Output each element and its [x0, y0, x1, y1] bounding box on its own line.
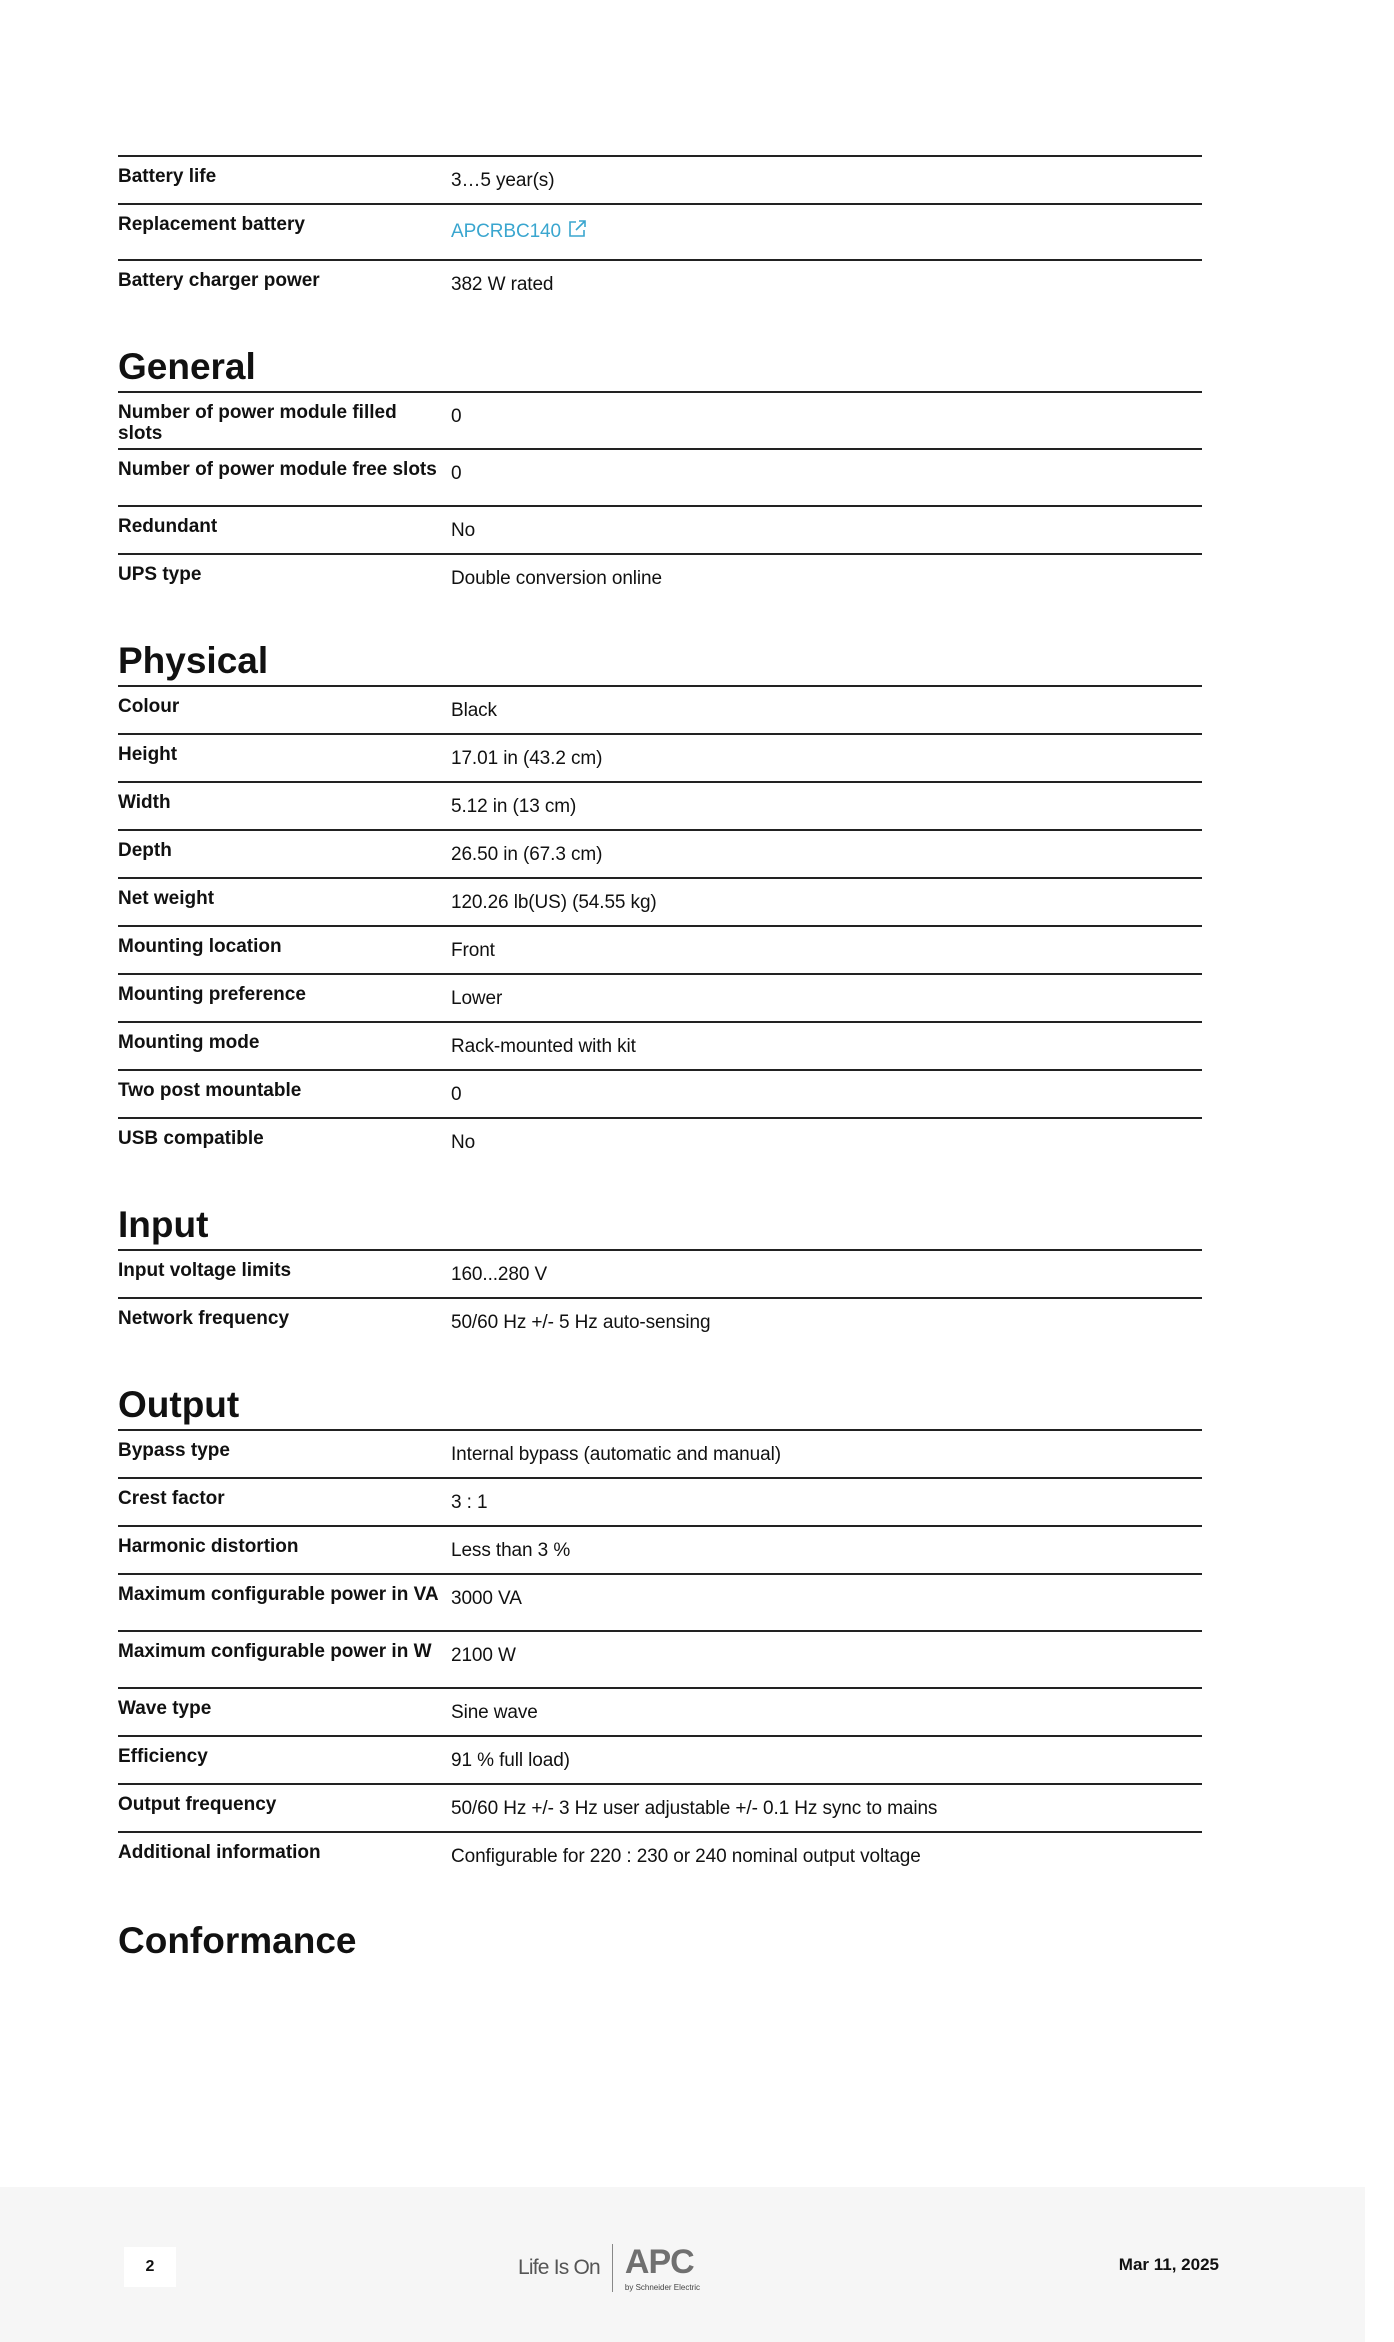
- spec-value: 26.50 in (67.3 cm): [451, 844, 603, 865]
- spec-label: Depth: [118, 840, 172, 861]
- section-title-general: General: [118, 346, 256, 387]
- spec-label: Two post mountable: [118, 1080, 302, 1101]
- spec-label: Colour: [118, 696, 180, 717]
- spec-value: Double conversion online: [451, 568, 662, 589]
- section-title-input: Input: [118, 1204, 209, 1245]
- spec-value: 2100 W: [451, 1645, 516, 1666]
- spec-label: Harmonic distortion: [118, 1536, 299, 1557]
- spec-row: [118, 1735, 1202, 1783]
- footer-brand: [518, 2238, 700, 2298]
- spec-row: [118, 1630, 1202, 1687]
- spec-label: Crest factor: [118, 1488, 225, 1509]
- spec-label: Network frequency: [118, 1308, 290, 1329]
- spec-row: [118, 1297, 1202, 1345]
- spec-value: Black: [451, 700, 497, 721]
- spec-label: Mounting preference: [118, 984, 306, 1005]
- spec-value: Configurable for 220 : 230 or 240 nominal output voltage: [451, 1846, 921, 1867]
- spec-value: Less than 3 %: [451, 1540, 571, 1561]
- spec-label: Maximum configurable power in VA: [118, 1584, 439, 1605]
- spec-value: 120.26 lb(US) (54.55 kg): [451, 892, 657, 913]
- spec-label: Redundant: [118, 516, 218, 537]
- spec-value: 3000 VA: [451, 1588, 522, 1609]
- replacement-battery-link[interactable]: APCRBC140: [451, 221, 561, 242]
- spec-value: 3 : 1: [451, 1492, 488, 1513]
- apc-wordmark: APC: [624, 2242, 694, 2281]
- spec-row: [118, 1783, 1202, 1831]
- spec-value: No: [451, 1132, 476, 1153]
- section-title-conformance: Conformance: [118, 1920, 357, 1961]
- spec-value: 0: [451, 1084, 462, 1105]
- spec-row-replacement-battery: [118, 203, 1202, 259]
- spec-label: Maximum configurable power in W: [118, 1641, 432, 1662]
- spec-row: [118, 1687, 1202, 1735]
- spec-row: [118, 1477, 1202, 1525]
- spec-label: Output frequency: [118, 1794, 277, 1815]
- spec-row: [118, 553, 1202, 601]
- spec-value: 50/60 Hz +/- 3 Hz user adjustable +/- 0.1 Hz sync to mains: [451, 1798, 938, 1819]
- spec-row: [118, 829, 1202, 877]
- spec-label: Net weight: [118, 888, 215, 909]
- spec-value: Lower: [451, 988, 503, 1009]
- spec-value: 0: [451, 406, 462, 427]
- spec-value: Sine wave: [451, 1702, 538, 1723]
- spec-row: [118, 1525, 1202, 1573]
- tagline: Life Is On: [518, 2256, 600, 2279]
- apc-logo: [624, 2242, 701, 2292]
- spec-row: [118, 1117, 1202, 1165]
- spec-value: 91 % full load): [451, 1750, 570, 1771]
- spec-row: [118, 685, 1202, 733]
- spec-label: Width: [118, 792, 171, 813]
- spec-label: USB compatible: [118, 1128, 264, 1149]
- spec-label: Height: [118, 744, 178, 765]
- spec-value: 3…5 year(s): [451, 170, 555, 191]
- spec-row: [118, 877, 1202, 925]
- spec-value: Front: [451, 940, 495, 961]
- spec-row: [118, 1573, 1202, 1630]
- spec-value: 17.01 in (43.2 cm): [451, 748, 603, 769]
- spec-row: [118, 1021, 1202, 1069]
- section-title-output: Output: [118, 1384, 240, 1425]
- spec-row: [118, 505, 1202, 553]
- spec-row: [118, 925, 1202, 973]
- spec-label: Battery charger power: [118, 270, 320, 291]
- spec-label: Efficiency: [118, 1746, 208, 1767]
- spec-label: Wave type: [118, 1698, 212, 1719]
- document-date: Mar 11, 2025: [1118, 2255, 1219, 2274]
- spec-label: UPS type: [118, 564, 202, 585]
- spec-row-battery-charger-power: [118, 259, 1202, 307]
- spec-value: 50/60 Hz +/- 5 Hz auto-sensing: [451, 1312, 711, 1333]
- section-title-physical: Physical: [118, 640, 269, 681]
- spec-row: [118, 973, 1202, 1021]
- spec-sheet: [118, 155, 1202, 1965]
- external-link-icon[interactable]: [567, 219, 587, 245]
- spec-label: Bypass type: [118, 1440, 230, 1461]
- spec-label: Input voltage limits: [118, 1260, 292, 1281]
- spec-value: 0: [451, 463, 462, 484]
- spec-label: Replacement battery: [118, 214, 305, 235]
- spec-value: 5.12 in (13 cm): [451, 796, 577, 817]
- brand-divider: [612, 2244, 613, 2292]
- spec-row: [118, 1069, 1202, 1117]
- spec-label: Mounting location: [118, 936, 282, 957]
- spec-value: Internal bypass (automatic and manual): [451, 1444, 781, 1465]
- spec-row-battery-life: [118, 155, 1202, 203]
- spec-label: Number of power module filled slots: [118, 402, 397, 444]
- spec-row: [118, 391, 1202, 448]
- spec-row: [118, 1429, 1202, 1477]
- brand-subtitle: by Schneider Electric: [624, 2282, 701, 2292]
- spec-row: [118, 448, 1202, 505]
- spec-value: 160...280 V: [451, 1264, 548, 1285]
- spec-value: Rack-mounted with kit: [451, 1036, 636, 1057]
- page-number: 2: [124, 2247, 176, 2287]
- spec-label: Additional information: [118, 1842, 321, 1863]
- spec-value: [451, 205, 1202, 259]
- spec-row: [118, 733, 1202, 781]
- spec-value: 382 W rated: [451, 274, 554, 295]
- spec-label: Battery life: [118, 166, 217, 187]
- spec-row: [118, 1249, 1202, 1297]
- spec-label: Number of power module free slots: [118, 459, 437, 480]
- spec-row: [118, 781, 1202, 829]
- spec-value: No: [451, 520, 476, 541]
- spec-label: Mounting mode: [118, 1032, 260, 1053]
- spec-row: [118, 1831, 1202, 1879]
